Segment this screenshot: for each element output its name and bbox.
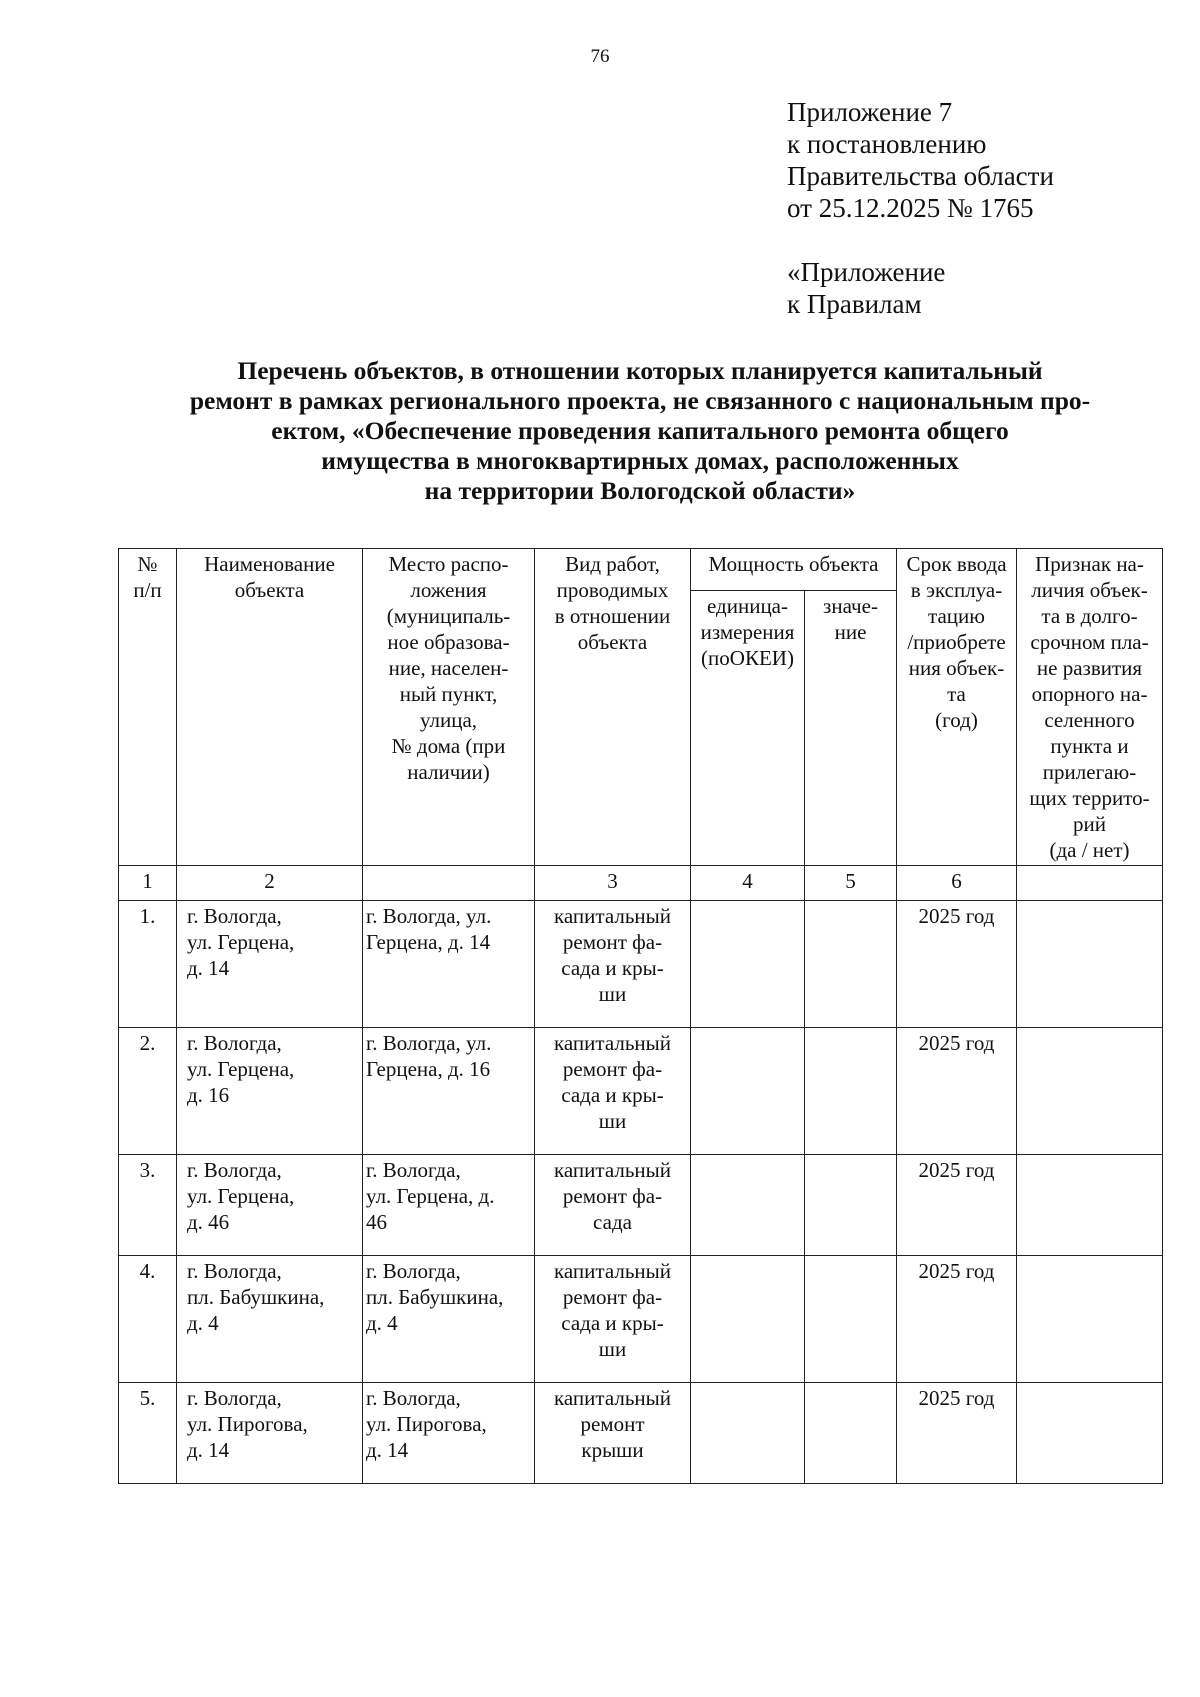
- title-line: на территории Вологодской области»: [424, 476, 856, 505]
- header-num: № п/п: [119, 549, 177, 866]
- cell-term: 2025 год: [897, 1028, 1017, 1155]
- cell-unit: [691, 901, 805, 1028]
- cell-num: 1.: [119, 901, 177, 1028]
- cell-term: 2025 год: [897, 1155, 1017, 1256]
- cell-work: капитальный ремонт фа- сада и кры- ши: [535, 1256, 691, 1383]
- document-title: [120, 356, 1160, 506]
- cell-location: г. Вологда, ул. Пирогова, д. 14: [363, 1383, 535, 1484]
- cell-name: г. Вологда, пл. Бабушкина, д. 4: [177, 1256, 363, 1383]
- cell-location: г. Вологда, ул. Герцена, д. 14: [363, 901, 535, 1028]
- cell-work: капитальный ремонт фа- сада и кры- ши: [535, 1028, 691, 1155]
- cell-work: капитальный ремонт фа- сада: [535, 1155, 691, 1256]
- cell-num: 2.: [119, 1028, 177, 1155]
- table-row: [119, 901, 1163, 1028]
- column-index: 5: [805, 866, 897, 901]
- cell-unit: [691, 1155, 805, 1256]
- appendix-line: от 25.12.2025 № 1765: [787, 193, 1034, 223]
- header-capacity: Мощность объекта: [691, 549, 897, 591]
- cell-value: [805, 1155, 897, 1256]
- cell-num: 4.: [119, 1256, 177, 1383]
- cell-sign: [1017, 1155, 1163, 1256]
- column-index: 1: [119, 866, 177, 901]
- header-row: [119, 549, 1163, 591]
- cell-term: 2025 год: [897, 901, 1017, 1028]
- header-location: Место распо- ложения (муниципаль- ное образова- ние, населен- ный пункт, улица, № дома (при наличии): [363, 549, 535, 866]
- header-sign: Признак на- личия объек- та в долго- срочном пла- не развития опорного на- селенного пункта и прилегаю- щих террито- рий (да / нет): [1017, 549, 1163, 866]
- title-line: Перечень объектов, в отношении которых планируется капитальный: [237, 356, 1043, 385]
- cell-value: [805, 901, 897, 1028]
- table-row: [119, 1383, 1163, 1484]
- cell-sign: [1017, 1256, 1163, 1383]
- cell-location: г. Вологда, ул. Герцена, д. 16: [363, 1028, 535, 1155]
- cell-name: г. Вологда, ул. Пирогова, д. 14: [177, 1383, 363, 1484]
- column-index: 4: [691, 866, 805, 901]
- header-term: Срок ввода в эксплуа- тацию /приобрете ния объек- та (год): [897, 549, 1017, 866]
- cell-value: [805, 1383, 897, 1484]
- table-row: [119, 1028, 1163, 1155]
- title-line: ектом, «Обеспечение проведения капитального ремонта общего: [271, 416, 1009, 445]
- column-index: 6: [897, 866, 1017, 901]
- cell-name: г. Вологда, ул. Герцена, д. 46: [177, 1155, 363, 1256]
- column-index: 2: [177, 866, 363, 901]
- appendix-reference: [787, 96, 1054, 224]
- column-index: [363, 866, 535, 901]
- appendix-line: к Правилам: [787, 289, 922, 319]
- title-line: имущества в многоквартирных домах, расположенных: [321, 446, 959, 475]
- page-number: 76: [590, 46, 610, 67]
- header-value: значе- ние: [805, 591, 897, 866]
- cell-num: 3.: [119, 1155, 177, 1256]
- appendix-line: «Приложение: [787, 257, 946, 287]
- cell-num: 5.: [119, 1383, 177, 1484]
- cell-sign: [1017, 1383, 1163, 1484]
- header-work-type: Вид работ, проводимых в отношении объекта: [535, 549, 691, 866]
- column-index: 3: [535, 866, 691, 901]
- table-row: [119, 1155, 1163, 1256]
- cell-location: г. Вологда, ул. Герцена, д. 46: [363, 1155, 535, 1256]
- cell-name: г. Вологда, ул. Герцена, д. 14: [177, 901, 363, 1028]
- column-index-row: [119, 866, 1163, 901]
- title-line: ремонт в рамках регионального проекта, не связанного с национальным про-: [189, 386, 1091, 415]
- header-name: Наименование объекта: [177, 549, 363, 866]
- appendix-line: Приложение 7: [787, 97, 953, 127]
- rules-appendix-reference: [787, 256, 945, 320]
- table-row: [119, 1256, 1163, 1383]
- cell-value: [805, 1256, 897, 1383]
- objects-table: [118, 548, 1163, 1484]
- cell-location: г. Вологда, пл. Бабушкина, д. 4: [363, 1256, 535, 1383]
- header-unit: единица- измерения (поОКЕИ): [691, 591, 805, 866]
- cell-sign: [1017, 901, 1163, 1028]
- cell-work: капитальный ремонт фа- сада и кры- ши: [535, 901, 691, 1028]
- cell-unit: [691, 1383, 805, 1484]
- cell-unit: [691, 1256, 805, 1383]
- appendix-line: к постановлению: [787, 129, 987, 159]
- cell-unit: [691, 1028, 805, 1155]
- cell-sign: [1017, 1028, 1163, 1155]
- cell-name: г. Вологда, ул. Герцена, д. 16: [177, 1028, 363, 1155]
- appendix-line: Правительства области: [787, 161, 1054, 191]
- cell-term: 2025 год: [897, 1256, 1017, 1383]
- column-index: [1017, 866, 1163, 901]
- cell-work: капитальный ремонт крыши: [535, 1383, 691, 1484]
- cell-term: 2025 год: [897, 1383, 1017, 1484]
- cell-value: [805, 1028, 897, 1155]
